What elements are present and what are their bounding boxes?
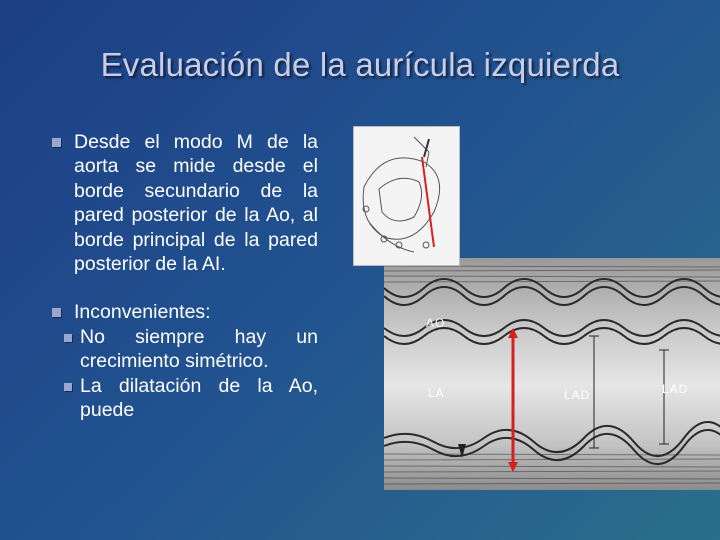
square-bullet-icon: [64, 383, 72, 391]
bullet-text: Inconvenientes:: [74, 301, 211, 324]
square-bullet-icon: [64, 334, 72, 342]
bullet-item-inconvenientes: [50, 300, 318, 324]
sub-bullet-text: No siempre hay un crecimiento simétrico.: [80, 325, 318, 373]
square-bullet-icon: [52, 138, 61, 147]
echo-label-la: LA: [428, 386, 445, 400]
heart-diagram-inset: [353, 126, 460, 266]
sub-bullet-text: La dilatación de la Ao, puede: [80, 374, 318, 422]
sub-bullet-item-simetrico: [64, 325, 318, 374]
echo-label-lad: LAD: [564, 388, 591, 402]
mmode-trace-graphic: [384, 258, 720, 490]
bullet-list: [50, 130, 318, 422]
heart-sketch-graphic: [354, 127, 459, 265]
mmode-echo-image: [384, 258, 720, 490]
bullet-item-mmode: [50, 130, 318, 276]
square-bullet-icon: [52, 308, 61, 317]
sub-bullet-item-dilatacion: [64, 374, 318, 423]
echo-label-ao: AO: [426, 316, 446, 330]
bullet-text: Desde el modo M de la aorta se mide desde el borde secundario de la pared posterior de la Ao, al borde principal de la pared posterior de la AI.: [74, 131, 318, 276]
echo-label-lad-right: LAD: [662, 382, 689, 396]
slide-title: Evaluación de la aurícula izquierda: [100, 46, 620, 83]
